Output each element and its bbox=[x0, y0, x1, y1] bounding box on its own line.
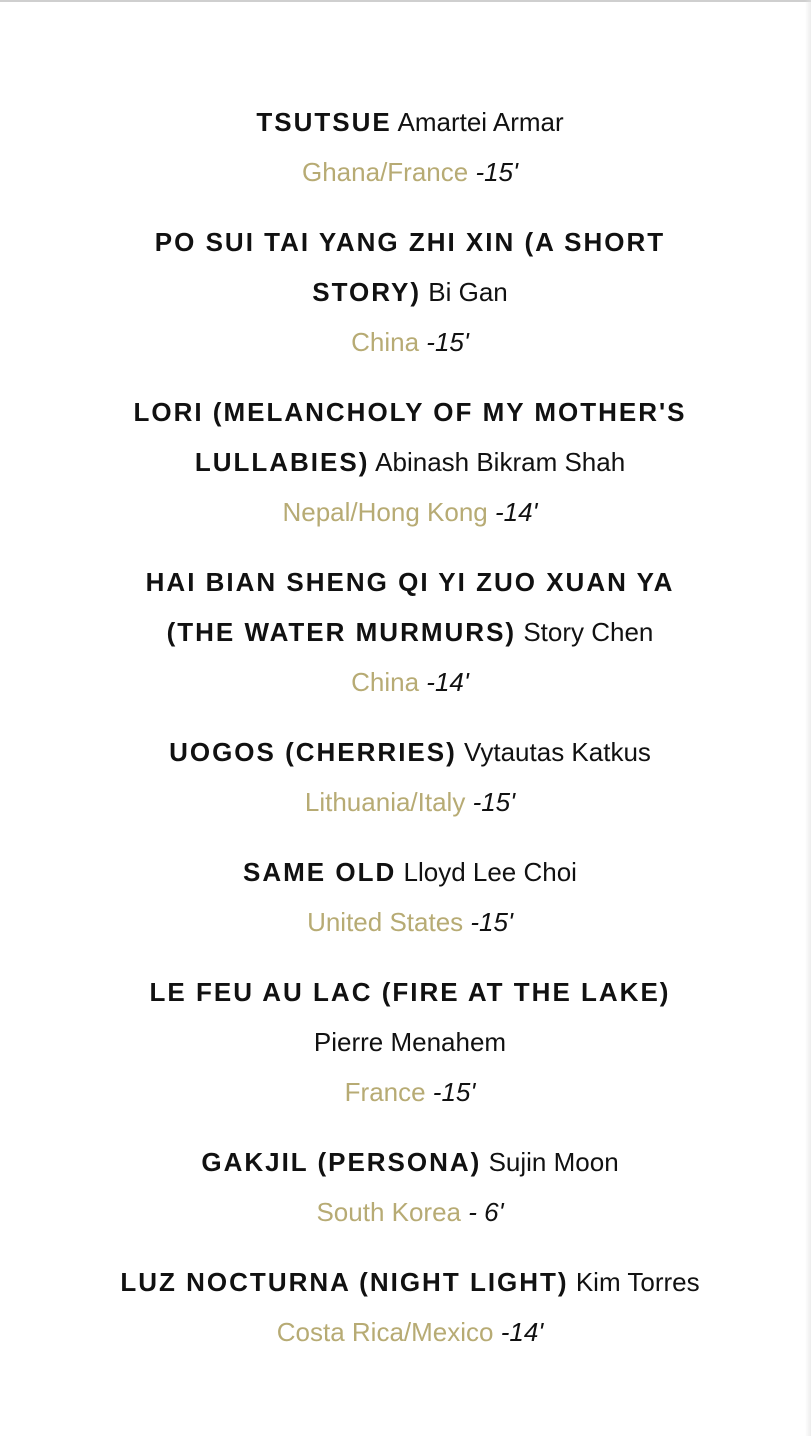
film-meta bbox=[50, 317, 770, 367]
film-title: LE FEU AU LAC (FIRE AT THE LAKE) bbox=[149, 977, 671, 1007]
film-country: United States bbox=[307, 907, 464, 937]
film-director: Kim Torres bbox=[575, 1267, 700, 1297]
film-title-line bbox=[50, 1137, 770, 1187]
film-director: Vytautas Katkus bbox=[464, 737, 651, 767]
film-meta bbox=[50, 147, 770, 197]
film-title-line bbox=[50, 557, 770, 607]
film-title-line bbox=[50, 967, 770, 1017]
film-country: France bbox=[344, 1077, 426, 1107]
film-list bbox=[50, 97, 770, 1377]
film-meta bbox=[50, 1187, 770, 1237]
film-meta bbox=[50, 897, 770, 947]
film-country: Ghana/France bbox=[302, 157, 469, 187]
film-director: Sujin Moon bbox=[488, 1147, 619, 1177]
film-duration: - 6' bbox=[461, 1197, 504, 1227]
film-meta bbox=[50, 1067, 770, 1117]
film-director: Pierre Menahem bbox=[313, 1027, 507, 1057]
film-title: STORY) bbox=[312, 277, 422, 307]
film-title-line bbox=[50, 217, 770, 267]
film-country: Lithuania/Italy bbox=[304, 787, 466, 817]
film-entry bbox=[50, 387, 770, 537]
film-meta bbox=[50, 657, 770, 707]
film-title-line bbox=[50, 847, 770, 897]
film-duration: -14' bbox=[419, 667, 469, 697]
film-duration: -14' bbox=[487, 497, 538, 527]
film-duration: -14' bbox=[493, 1317, 544, 1347]
film-entry bbox=[50, 1137, 770, 1237]
top-divider bbox=[0, 0, 811, 2]
film-entry bbox=[50, 557, 770, 707]
film-title: TSUTSUE bbox=[256, 107, 392, 137]
film-title: PO SUI TAI YANG ZHI XIN (A SHORT bbox=[154, 227, 666, 257]
film-title-line bbox=[50, 607, 770, 657]
film-entry bbox=[50, 1257, 770, 1357]
film-duration: -15' bbox=[465, 787, 516, 817]
film-duration: -15' bbox=[463, 907, 513, 937]
film-title-line bbox=[50, 727, 770, 777]
film-duration: -15' bbox=[419, 327, 469, 357]
film-meta bbox=[50, 777, 770, 827]
film-entry bbox=[50, 967, 770, 1117]
film-country: Costa Rica/Mexico bbox=[276, 1317, 494, 1347]
film-title: (THE WATER MURMURS) bbox=[166, 617, 517, 647]
film-entry bbox=[50, 97, 770, 197]
film-country: China bbox=[351, 667, 420, 697]
film-title: LORI (MELANCHOLY OF MY MOTHER'S bbox=[133, 397, 687, 427]
film-entry bbox=[50, 217, 770, 367]
film-title-line bbox=[50, 387, 770, 437]
film-entry bbox=[50, 847, 770, 947]
film-title-line bbox=[50, 267, 770, 317]
film-director: Amartei Armar bbox=[397, 107, 564, 137]
film-title: LUZ NOCTURNA (NIGHT LIGHT) bbox=[120, 1267, 569, 1297]
film-title: LULLABIES) bbox=[194, 447, 370, 477]
film-title-line bbox=[50, 1257, 770, 1307]
film-title-line bbox=[50, 97, 770, 147]
film-director-line bbox=[50, 1017, 770, 1067]
film-director: Bi Gan bbox=[428, 277, 508, 307]
film-country: Nepal/Hong Kong bbox=[282, 497, 488, 527]
film-director: Story Chen bbox=[523, 617, 654, 647]
film-title: SAME OLD bbox=[243, 857, 397, 887]
page-edge-shadow bbox=[805, 0, 811, 1436]
film-director: Abinash Bikram Shah bbox=[375, 447, 626, 477]
film-country: China bbox=[351, 327, 420, 357]
film-title-line bbox=[50, 437, 770, 487]
film-title: GAKJIL (PERSONA) bbox=[201, 1147, 482, 1177]
film-title: UOGOS (CHERRIES) bbox=[169, 737, 457, 767]
film-duration: -15' bbox=[425, 1077, 476, 1107]
film-director: Lloyd Lee Choi bbox=[403, 857, 577, 887]
film-meta bbox=[50, 487, 770, 537]
film-duration: -15' bbox=[468, 157, 518, 187]
film-meta bbox=[50, 1307, 770, 1357]
film-entry bbox=[50, 727, 770, 827]
film-title: HAI BIAN SHENG QI YI ZUO XUAN YA bbox=[145, 567, 675, 597]
film-country: South Korea bbox=[316, 1197, 462, 1227]
